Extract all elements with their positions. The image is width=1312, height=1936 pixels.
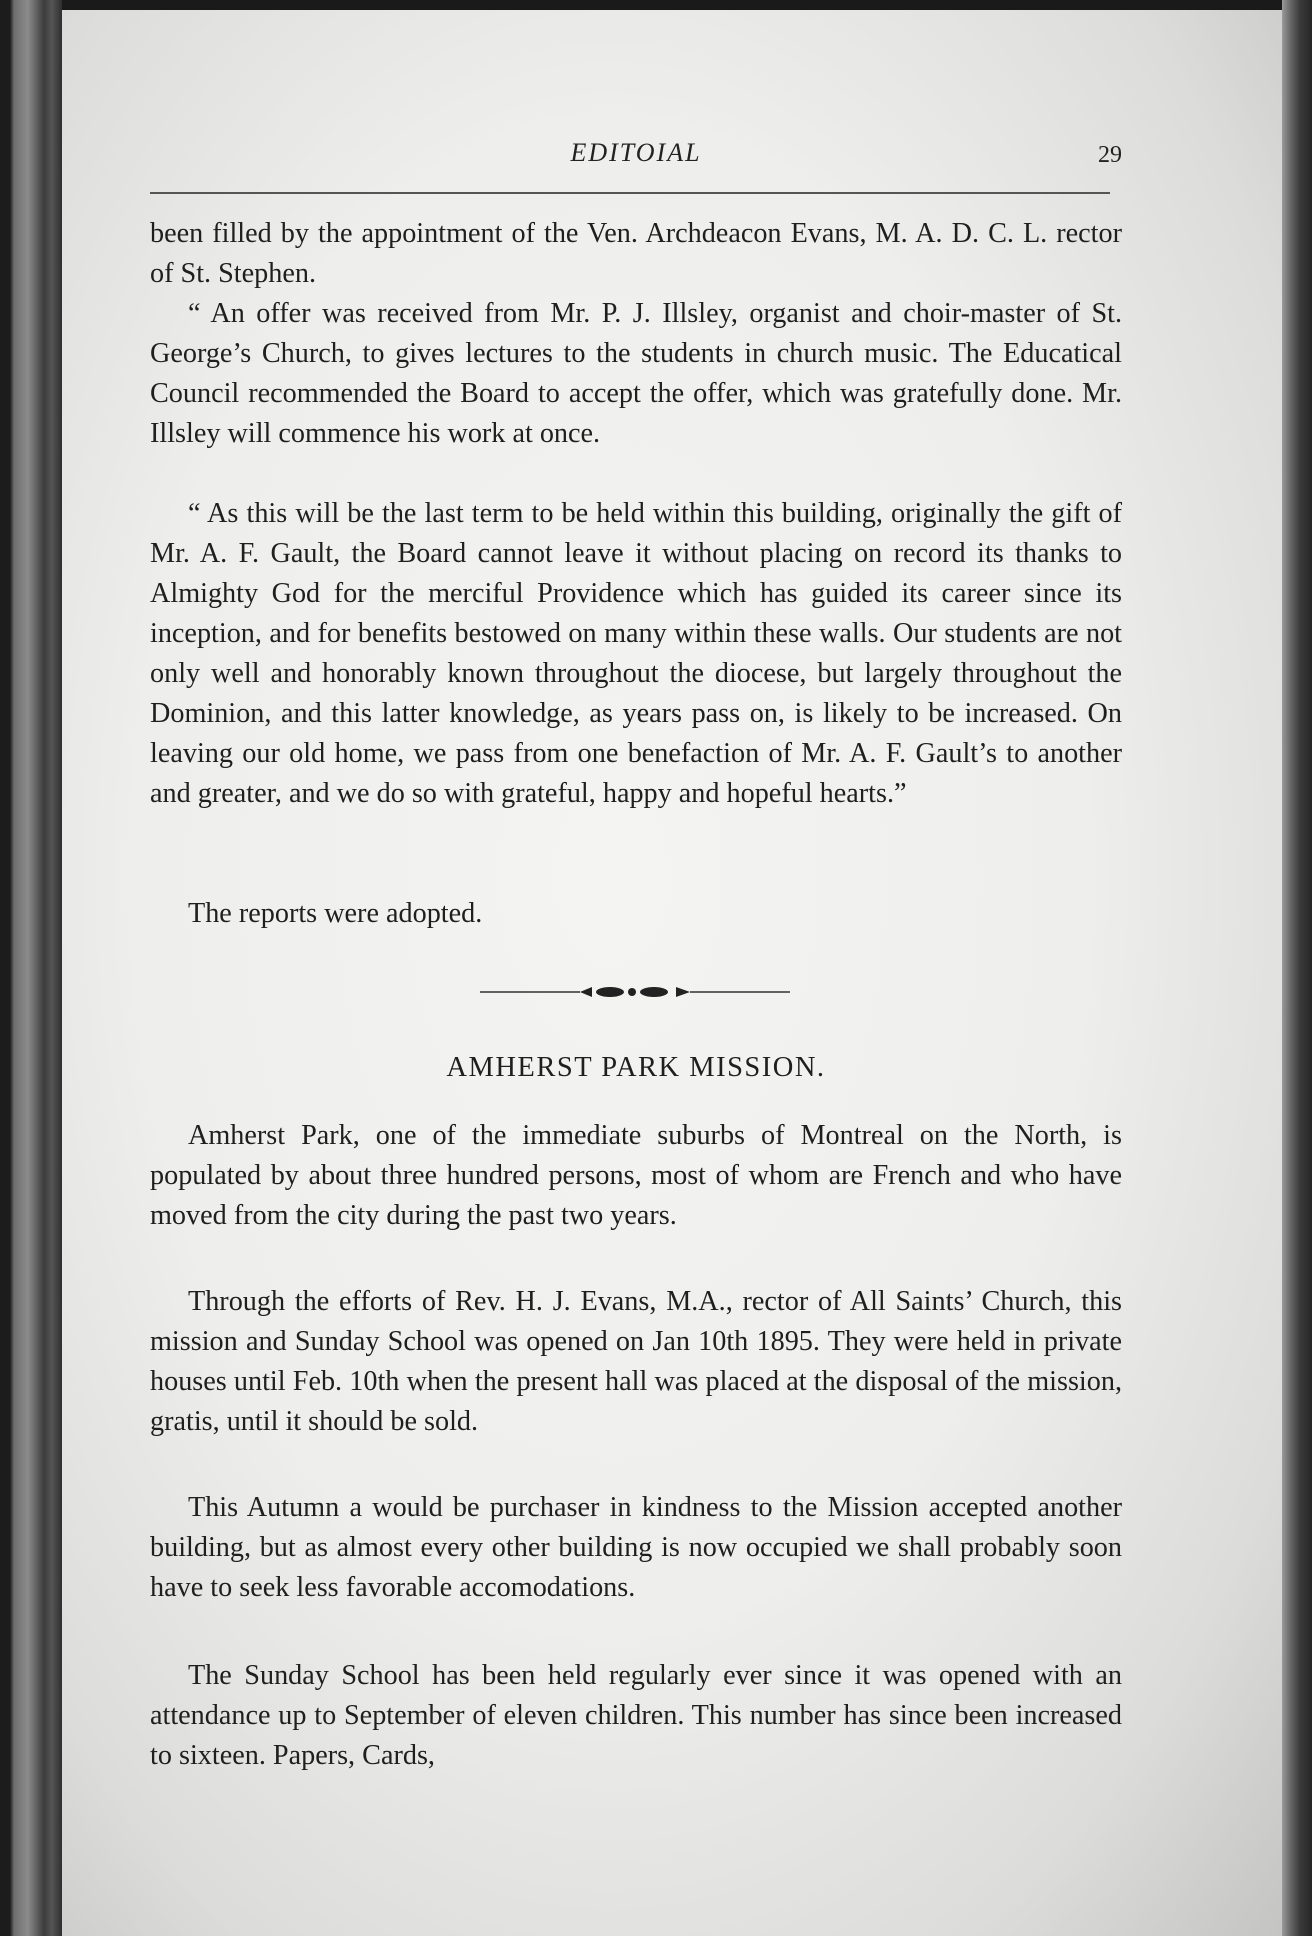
book-spine-edge — [0, 0, 62, 1936]
header-rule — [150, 192, 1110, 194]
section-title: AMHERST PARK MISSION. — [446, 1052, 826, 1083]
paragraph-amherst-park: Amherst Park, one of the immediate suburbs of Montreal on the North, is populated by about three hundred persons, most of whom are French and who have moved from the city during the past two years. — [150, 1120, 1122, 1231]
section-divider-ornament — [480, 980, 790, 1004]
page-header — [150, 132, 1122, 172]
paragraph-autumn-purchaser: This Autumn a would be purchaser in kindness to the Mission accepted another building, but as almost every other building is now occupied we shall probably soon have to seek less favorable accomodations. — [150, 1492, 1122, 1603]
paragraph-last-term: “ As this will be the last term to be held within this building, originally the gift of Mr. A. F. Gault, the Board cannot leave it without placing on record its thanks to Almighty God for the merciful Providence which has guided its career since its inception, and for benefits bestowed on many within these walls. Our students are not only well and honorably known throughout the diocese, but largely throughout the Dominion, and this latter knowledge, as years pass on, is likely to be increased. On leaving our old home, we pass from one benefaction of Mr. A. F. Gault’s to another and greater, and we do so with grateful, happy and hopeful hearts.” — [150, 498, 1122, 809]
paragraph-illsley-offer: “ An offer was received from Mr. P. J. Illsley, organist and choir-master of St. George’s Church, to gives lectures to the students in church music. The Educatical Council recommended the Board to accept the offer, which was gratefully done. Mr. Illsley will commence his work at once. — [150, 298, 1122, 449]
paragraph-sunday-school: The Sunday School has been held regularly ever since it was opened with an attendance up to September of eleven children. This number has since been increased to sixteen. Papers, Cards, — [150, 1660, 1122, 1771]
page-number: 29 — [1098, 142, 1122, 168]
book-fore-edge — [1282, 0, 1312, 1936]
running-head: EDITOIAL — [570, 138, 702, 167]
paragraph-mission-opened: Through the efforts of Rev. H. J. Evans, M.A., rector of All Saints’ Church, this mission and Sunday School was opened on Jan 10th 1895. They were held in private houses until Feb. 10th when the present hall was placed at the disposal of the mission, gratis, until it should be sold. — [150, 1286, 1122, 1437]
book-top-edge — [0, 0, 1312, 10]
paragraph-reports-adopted: The reports were adopted. — [188, 898, 483, 929]
paragraph-continued: been filled by the appointment of the Ven. Archdeacon Evans, M. A. D. C. L. rector of St. Stephen. — [150, 218, 1122, 289]
